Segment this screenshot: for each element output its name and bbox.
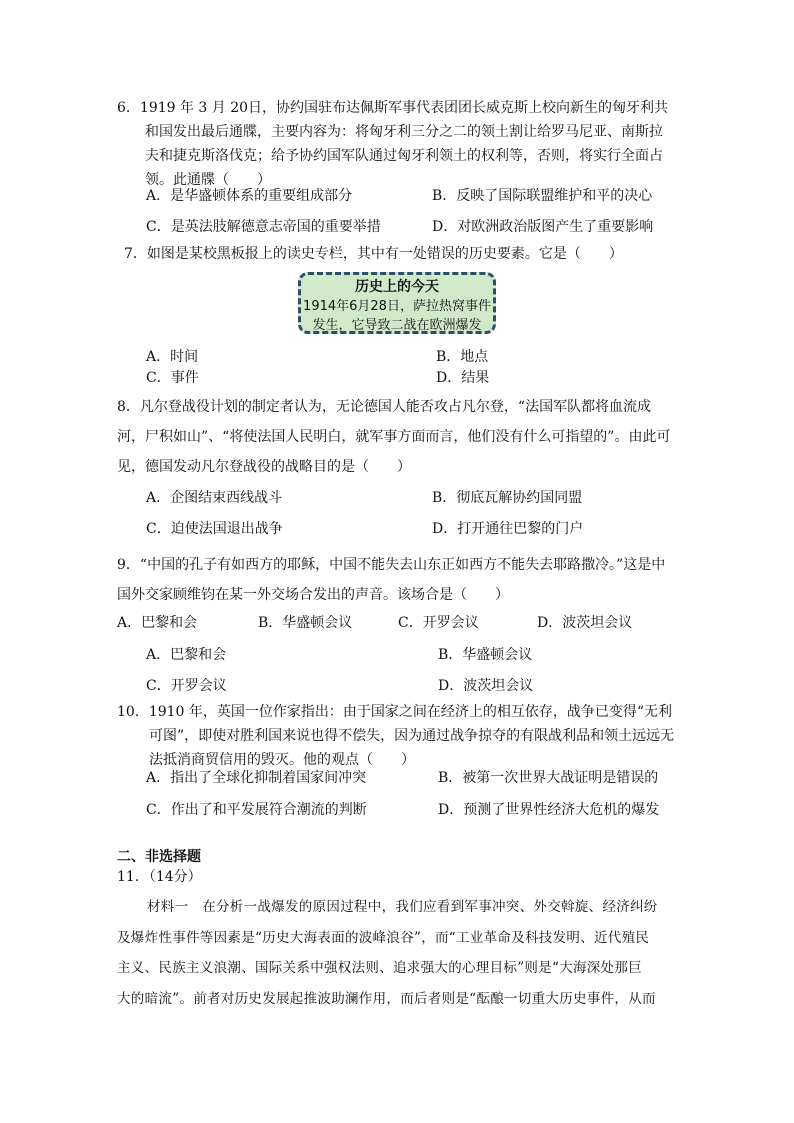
question-11-label: 11．（14分） xyxy=(117,869,202,885)
q9-row-option-d: D．波茨坦会议 xyxy=(537,615,633,631)
question-10-stem xyxy=(117,700,677,772)
q6-line: 夫和捷克斯洛伐克；给予协约国军队通过匈牙利领土的权利等，否则，将实行全面占 xyxy=(145,148,663,164)
material-line: 主义、民族主义浪潮、国际关系中强权法则、追求强大的心理目标”则是“大海深处那巨 xyxy=(117,960,643,976)
q9-line: 国外交家顾维钧在某一外交场合发出的声音。该场合是（ ） xyxy=(117,587,509,603)
q9-option-c: C．开罗会议 xyxy=(146,678,227,694)
q8-line: 见，德国发动凡尔登战役的战略目的是（ ） xyxy=(117,459,411,475)
material-one-text xyxy=(117,892,682,1014)
q10-line: 可图”，即使对胜利国来说也得不偿失，因为通过战争掠夺的有限战利品和领土远远无 xyxy=(149,728,675,744)
q10-option-c: C．作出了和平发展符合潮流的判断 xyxy=(146,802,367,818)
board-line-1: 1914年6月28日，萨拉热窝事件 xyxy=(303,299,491,314)
q8-option-d: D．打开通往巴黎的门户 xyxy=(432,521,584,537)
q6-line: 和国发出最后通牒，主要内容为：将匈牙利三分之二的领土割让给罗马尼亚、南斯拉 xyxy=(145,124,663,140)
q9-row-option-c: C．开罗会议 xyxy=(398,615,479,631)
q8-line: 河，尸积如山”、“将使法国人民明白，就军事方面而言，他们没有什么可指望的”。由此可 xyxy=(117,429,671,445)
section-title: 二、非选择题 xyxy=(117,849,201,865)
material-line: 大的暗流”。前者对历史发展起推波助澜作用，而后者则是“酝酿一切重大历史事件，从而 xyxy=(117,990,656,1007)
q8-option-a: A．企图结束西线战斗 xyxy=(146,490,283,506)
board-title: 历史上的今天 xyxy=(355,279,439,295)
q9-option-d: D．波茨坦会议 xyxy=(438,678,534,694)
q6-option-b: B．反映了国际联盟维护和平的决心 xyxy=(432,188,653,204)
q8-option-b: B．彻底瓦解协约国同盟 xyxy=(432,490,583,506)
material-line: 及爆炸性事件等因素是“历史大海表面的波峰浪谷”，而“工业革命及科技发明、近代殖民 xyxy=(117,929,650,946)
question-8-stem xyxy=(117,392,677,482)
q6-line: 领。此通牒（ ） xyxy=(145,172,271,188)
q8-line: 8．凡尔登战役计划的制定者认为，无论德国人能否攻占凡尔登，“法国军队都将血流成 xyxy=(117,399,652,415)
q10-line: 10．1910 年，英国一位作家指出：由于国家之间在经济上的相互依存，战争已变得“无利 xyxy=(117,704,673,720)
q10-option-d: D．预测了世界性经济大危机的爆发 xyxy=(438,802,660,818)
q9-option-a: A．巴黎和会 xyxy=(146,647,227,663)
question-7-stem: 7．如图是某校黑板报上的读史专栏，其中有一处错误的历史要素。它是（ ） xyxy=(124,246,623,262)
question-6-stem xyxy=(117,96,677,192)
q7-option-a: A．时间 xyxy=(146,349,199,365)
q6-line: 6．1919 年 3 月 20日，协约国驻布达佩斯军事代表团团长威克斯上校向新生的匈牙利共 xyxy=(117,100,669,116)
q7-option-b: B．地点 xyxy=(436,349,489,365)
q9-row-option-a: A．巴黎和会 xyxy=(117,615,198,631)
q10-option-b: B．被第一次世界大战证明是错误的 xyxy=(438,770,659,786)
q10-option-a: A．指出了全球化抑制着国家间冲突 xyxy=(146,770,367,786)
q8-option-c: C．迫使法国退出战争 xyxy=(146,521,283,537)
q7-option-d: D．结果 xyxy=(436,370,490,386)
board-line-2: 发生，它导致二战在欧洲爆发 xyxy=(312,318,482,333)
q6-option-d: D．对欧洲政治版图产生了重要影响 xyxy=(432,219,654,235)
q9-row-option-b: B．华盛顿会议 xyxy=(258,615,353,631)
q6-option-a: A．是华盛顿体系的重要组成部分 xyxy=(146,188,353,204)
q10-line: 法抵消商贸信用的毁灭。他的观点（ ） xyxy=(149,752,415,768)
q7-option-c: C．事件 xyxy=(146,370,199,386)
material-line: 材料一 在分析一战爆发的原因过程中，我们应看到军事冲突、外交斡旋、经济纠纷 xyxy=(147,899,658,915)
question-9-stem xyxy=(117,550,677,610)
blackboard-column xyxy=(298,272,496,334)
q9-line: 9．“中国的孔子有如西方的耶稣，中国不能失去山东正如西方不能失去耶路撒冷。”这是中 xyxy=(117,557,666,573)
q6-option-c: C．是英法肢解德意志帝国的重要举措 xyxy=(146,219,381,235)
q9-option-b: B．华盛顿会议 xyxy=(438,647,533,663)
